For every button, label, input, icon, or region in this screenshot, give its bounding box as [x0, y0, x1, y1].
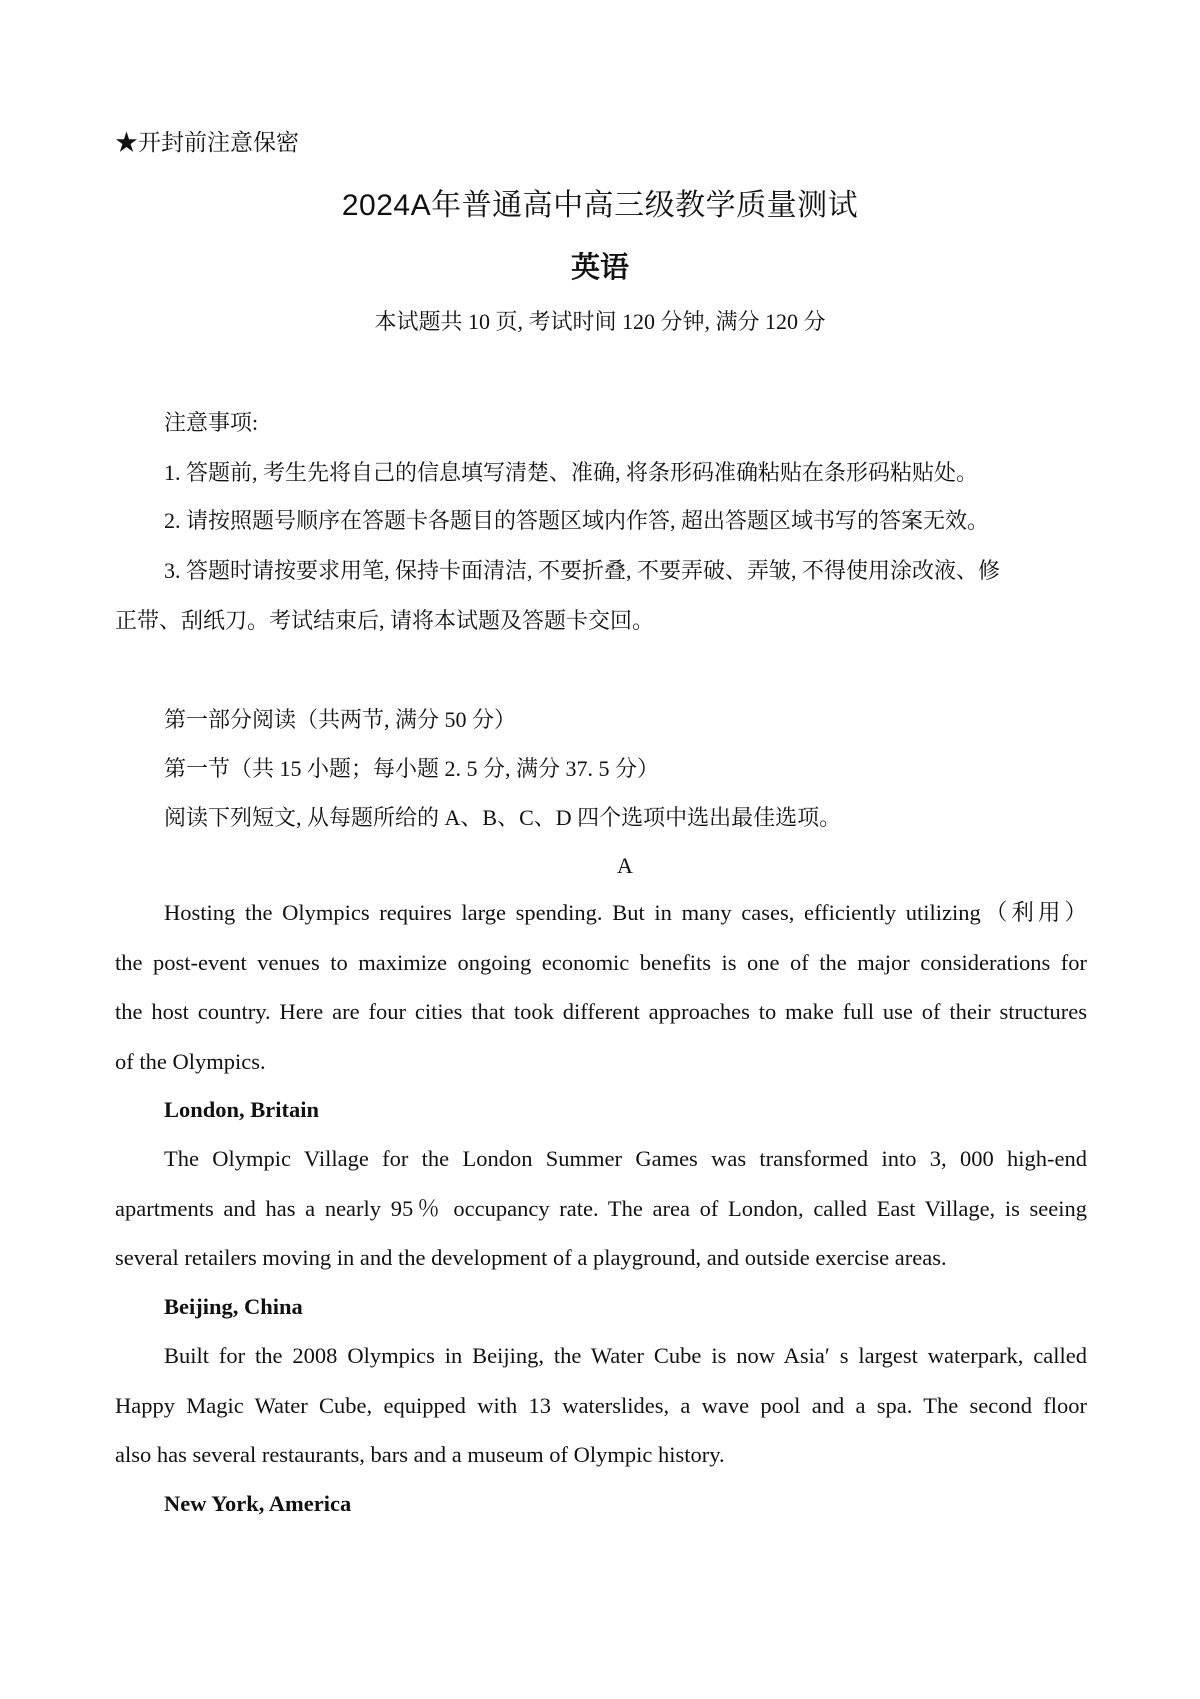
paragraph-line: the post-event venues to maximize ongoing economic benefits is one of the major considerations for [115, 949, 1087, 975]
paragraph-line: several retailers moving in and the development of a playground, and outside exercise areas. [115, 1245, 947, 1270]
beijing-paragraph [115, 1331, 1087, 1480]
newyork-heading: New York, America [164, 1491, 352, 1516]
section-one-heading: 第一节（共 15 小题；每小题 2. 5 分, 满分 37. 5 分） [164, 756, 660, 781]
passage-label: A [617, 853, 633, 878]
exam-info: 本试题共 10 页, 考试时间 120 分钟, 满分 120 分 [374, 309, 826, 334]
reading-instruction: 阅读下列短文, 从每题所给的 A、B、C、D 四个选项中选出最佳选项。 [164, 805, 842, 830]
note-item-1: 1. 答题前, 考生先将自己的信息填写清楚、准确, 将条形码准确粘贴在条形码粘贴处。 [164, 460, 979, 485]
paragraph-line: apartments and has a nearly 95％ occupancy rate. The area of London, called East Village, is seeing [115, 1195, 1087, 1221]
note-item-3-line-2: 正带、刮纸刀。考试结束后, 请将本试题及答题卡交回。 [115, 608, 655, 633]
paragraph-line: the host country. Here are four cities that took different approaches to make full use of their structures [115, 999, 1087, 1024]
notes-heading: 注意事项: [164, 410, 259, 435]
paragraph-line: Hosting the Olympics requires large spending. But in many cases, efficiently utilizing（利用） [164, 900, 1087, 925]
paragraph-line: The Olympic Village for the London Summer Games was transformed into 3, 000 high-end [164, 1146, 1087, 1171]
passage-intro-paragraph [115, 888, 1087, 1086]
note-item-3-line-1: 3. 答题时请按要求用笔, 保持卡面清洁, 不要折叠, 不要弄破、弄皱, 不得使用涂改液、修 [164, 558, 1001, 583]
subject-title: 英语 [570, 252, 629, 284]
london-paragraph [115, 1134, 1087, 1283]
paragraph-line: Built for the 2008 Olympics in Beijing, the Water Cube is now Asia′ s largest waterpark, called [164, 1343, 1087, 1368]
london-heading: London, Britain [164, 1097, 320, 1122]
paragraph-line: of the Olympics. [115, 1048, 266, 1074]
paragraph-line: also has several restaurants, bars and a museum of Olympic history. [115, 1442, 725, 1467]
exam-title: 2024A年普通高中高三级教学质量测试 [341, 189, 859, 222]
paragraph-line: Happy Magic Water Cube, equipped with 13 waterslides, a wave pool and a spa. The second floor [115, 1392, 1087, 1418]
confidential-notice: ★开封前注意保密 [115, 130, 299, 155]
note-item-2: 2. 请按照题号顺序在答题卡各题目的答题区域内作答, 超出答题区域书写的答案无效。 [164, 508, 990, 533]
beijing-heading: Beijing, China [164, 1294, 303, 1319]
part-one-heading: 第一部分阅读（共两节, 满分 50 分） [164, 707, 517, 732]
